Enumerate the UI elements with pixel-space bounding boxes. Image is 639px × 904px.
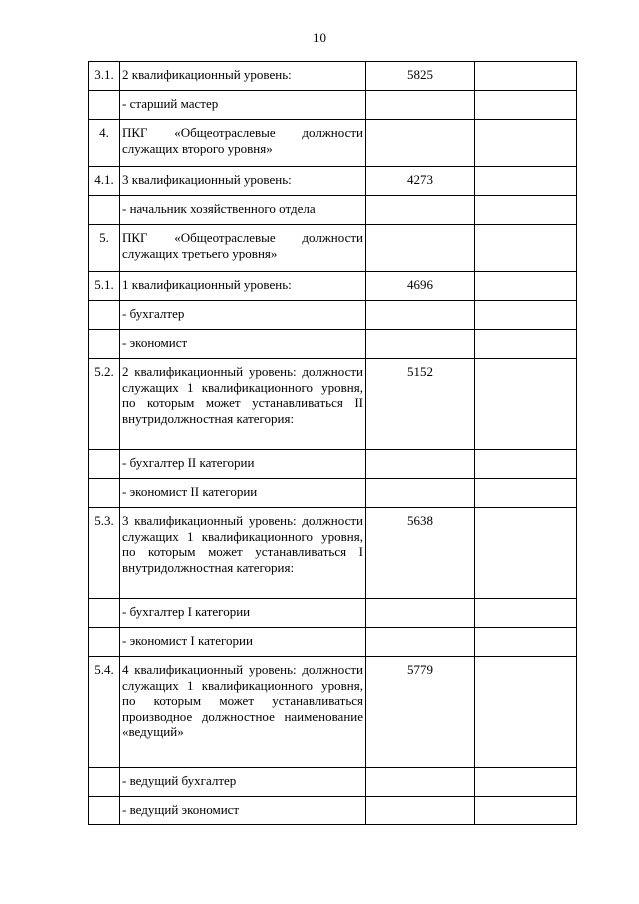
row-number xyxy=(89,450,120,479)
salary-value: 5779 xyxy=(366,657,475,768)
salary-value xyxy=(366,628,475,657)
salary-value: 5825 xyxy=(366,62,475,91)
table-row xyxy=(89,120,577,167)
extra-cell xyxy=(475,330,577,359)
extra-cell xyxy=(475,91,577,120)
salary-value xyxy=(366,450,475,479)
extra-cell xyxy=(475,797,577,825)
row-number xyxy=(89,599,120,628)
row-number: 4.1. xyxy=(89,167,120,196)
extra-cell xyxy=(475,628,577,657)
row-number xyxy=(89,91,120,120)
extra-cell xyxy=(475,359,577,450)
extra-cell xyxy=(475,225,577,272)
table-row xyxy=(89,768,577,797)
position-name: - начальник хозяйственного отдела xyxy=(120,196,366,225)
row-number xyxy=(89,628,120,657)
salary-value xyxy=(366,479,475,508)
extra-cell xyxy=(475,508,577,599)
extra-cell xyxy=(475,768,577,797)
row-number: 5.2. xyxy=(89,359,120,450)
extra-cell xyxy=(475,479,577,508)
table-row xyxy=(89,599,577,628)
table-row xyxy=(89,479,577,508)
position-name: - старший мастер xyxy=(120,91,366,120)
extra-cell xyxy=(475,196,577,225)
extra-cell xyxy=(475,657,577,768)
position-name: - ведущий экономист xyxy=(120,797,366,825)
table-row xyxy=(89,797,577,825)
table-row xyxy=(89,167,577,196)
position-name: 1 квалификационный уровень: xyxy=(120,272,366,301)
table-row xyxy=(89,359,577,450)
table-row xyxy=(89,91,577,120)
position-name: 2 квалификационный уровень: должности служащих 1 квалификационного уровня, по которым может устанавливаться II внутридолжностная категория: xyxy=(120,359,366,450)
position-name: 2 квалификационный уровень: xyxy=(120,62,366,91)
row-number: 5. xyxy=(89,225,120,272)
salary-value xyxy=(366,91,475,120)
row-number: 4. xyxy=(89,120,120,167)
position-name: - экономист xyxy=(120,330,366,359)
page-number: 10 xyxy=(313,30,326,45)
salary-value xyxy=(366,797,475,825)
table-row xyxy=(89,657,577,768)
extra-cell xyxy=(475,272,577,301)
row-number: 3.1. xyxy=(89,62,120,91)
salary-value xyxy=(366,225,475,272)
extra-cell xyxy=(475,301,577,330)
row-number xyxy=(89,301,120,330)
position-name: ПКГ «Общеотраслевые должности служащих второго уровня» xyxy=(120,120,366,167)
position-name: - бухгалтер I категории xyxy=(120,599,366,628)
row-number: 5.3. xyxy=(89,508,120,599)
row-number xyxy=(89,797,120,825)
table-row xyxy=(89,450,577,479)
table-row xyxy=(89,272,577,301)
table-row xyxy=(89,330,577,359)
salary-value: 4273 xyxy=(366,167,475,196)
position-name: - экономист II категории xyxy=(120,479,366,508)
salary-value xyxy=(366,301,475,330)
position-name: 3 квалификационный уровень: должности служащих 1 квалификационного уровня, по которым может устанавливаться I внутридолжностная категория: xyxy=(120,508,366,599)
row-number xyxy=(89,768,120,797)
salary-value: 5152 xyxy=(366,359,475,450)
salary-value xyxy=(366,599,475,628)
row-number: 5.1. xyxy=(89,272,120,301)
position-name: - бухгалтер II категории xyxy=(120,450,366,479)
salary-value xyxy=(366,196,475,225)
extra-cell xyxy=(475,599,577,628)
extra-cell xyxy=(475,167,577,196)
row-number xyxy=(89,479,120,508)
salary-table xyxy=(88,61,577,825)
extra-cell xyxy=(475,62,577,91)
table-row xyxy=(89,508,577,599)
position-name: - экономист I категории xyxy=(120,628,366,657)
row-number xyxy=(89,196,120,225)
salary-value xyxy=(366,120,475,167)
table-row xyxy=(89,62,577,91)
table-row xyxy=(89,301,577,330)
row-number xyxy=(89,330,120,359)
table-row xyxy=(89,628,577,657)
extra-cell xyxy=(475,120,577,167)
table-row xyxy=(89,196,577,225)
position-name: - бухгалтер xyxy=(120,301,366,330)
salary-value xyxy=(366,330,475,359)
position-name: - ведущий бухгалтер xyxy=(120,768,366,797)
salary-value: 4696 xyxy=(366,272,475,301)
position-name: ПКГ «Общеотраслевые должности служащих третьего уровня» xyxy=(120,225,366,272)
extra-cell xyxy=(475,450,577,479)
row-number: 5.4. xyxy=(89,657,120,768)
position-name: 3 квалификационный уровень: xyxy=(120,167,366,196)
salary-value xyxy=(366,768,475,797)
salary-value: 5638 xyxy=(366,508,475,599)
position-name: 4 квалификационный уровень: должности служащих 1 квалификационного уровня, по которым может устанавливаться производное должностное наименование «ведущий» xyxy=(120,657,366,768)
table-row xyxy=(89,225,577,272)
